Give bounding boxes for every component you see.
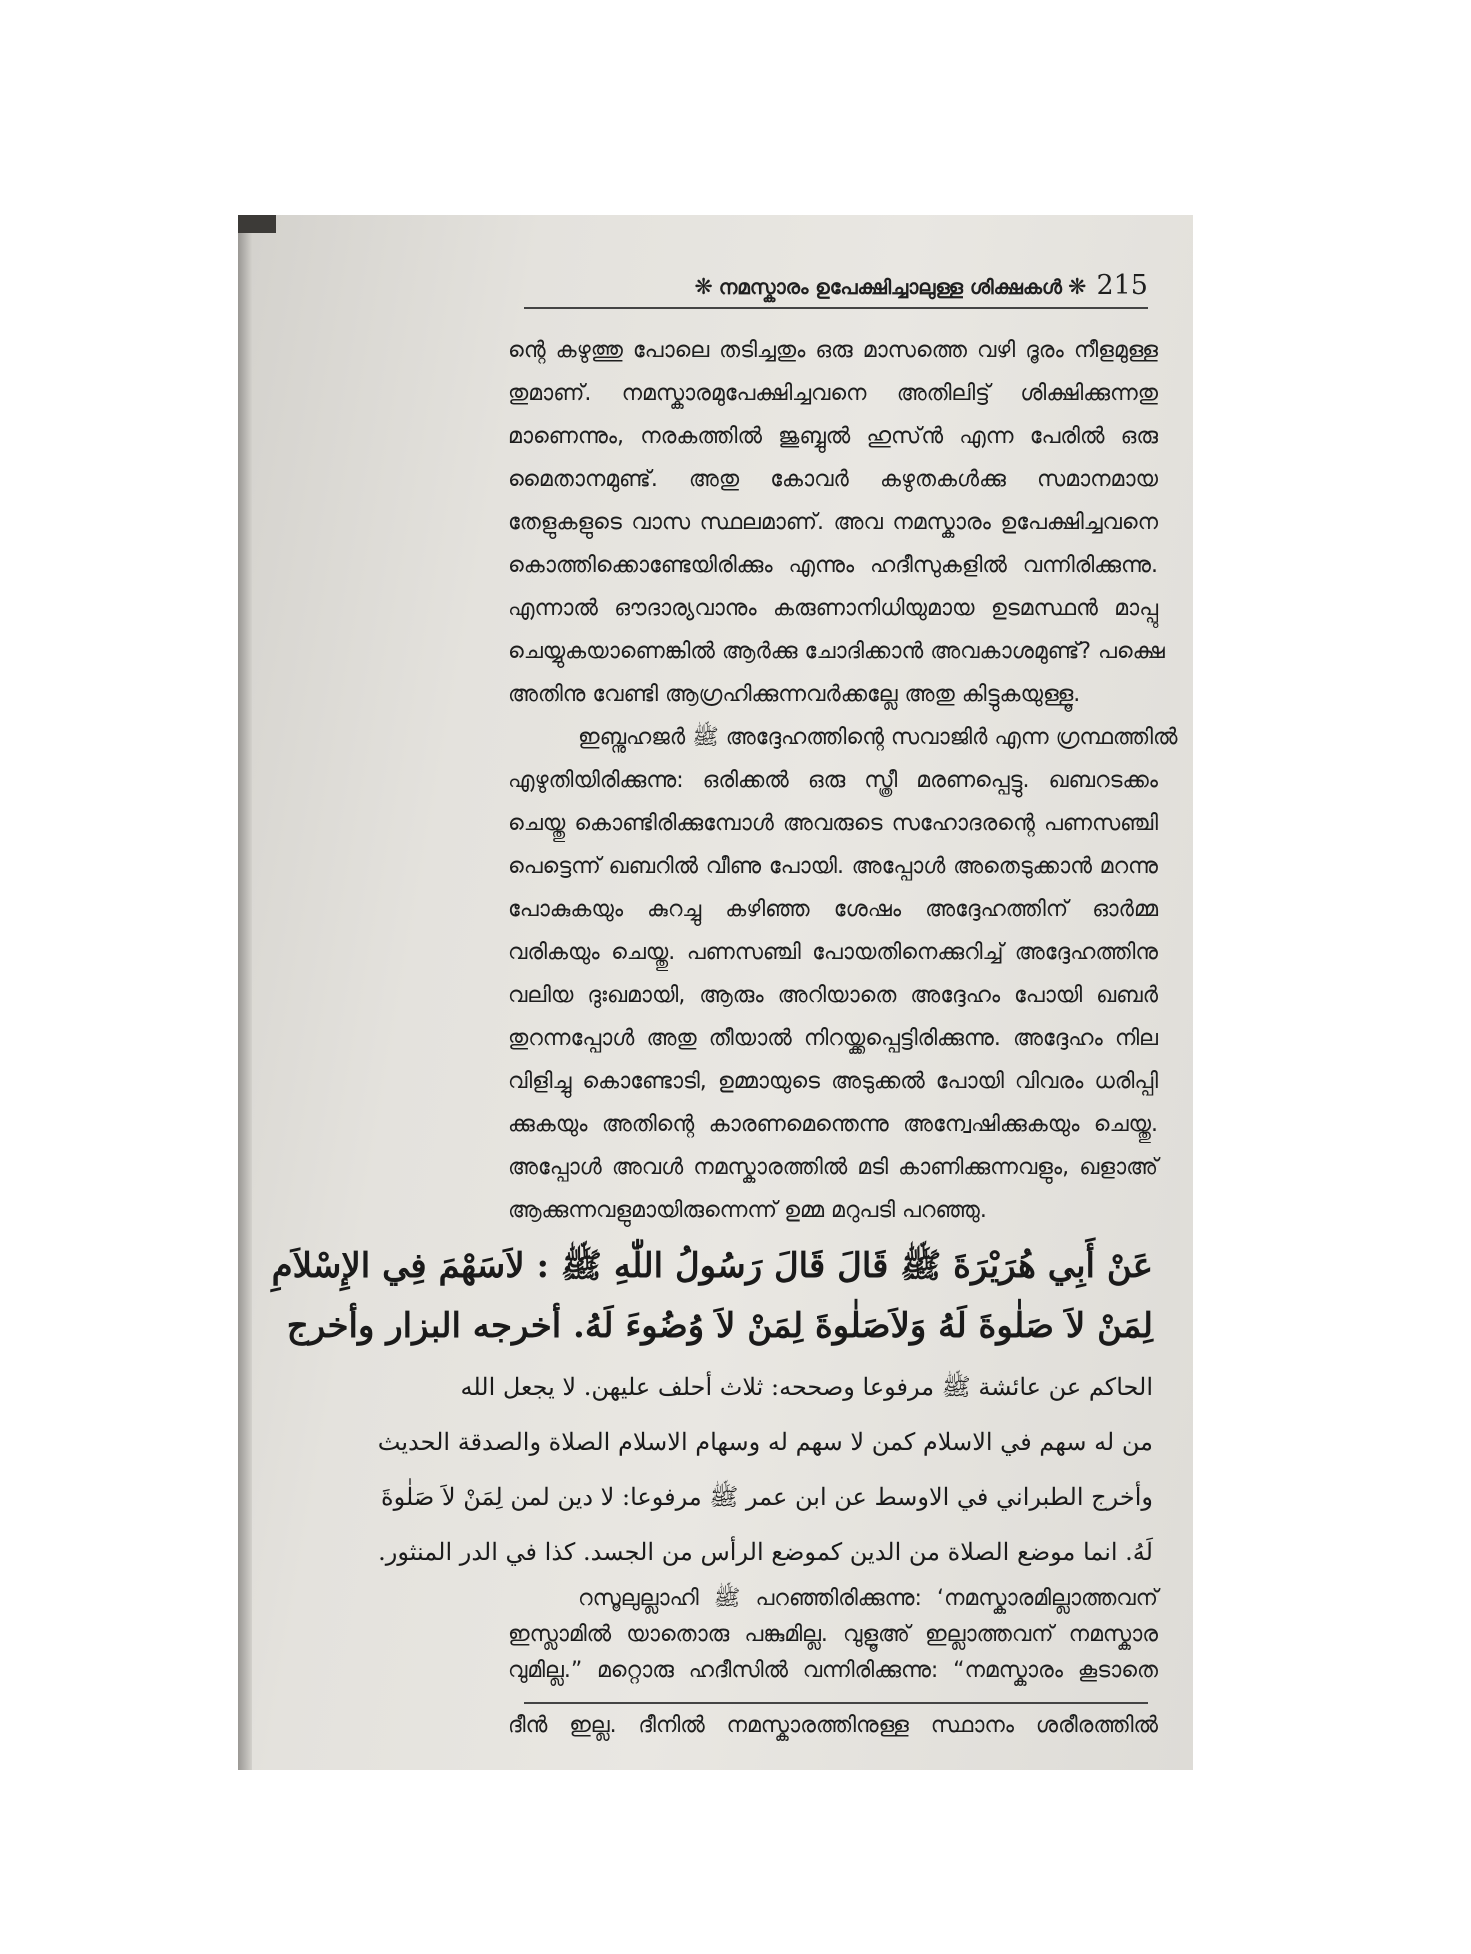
arabic-line: لِمَنْ لاَ صَلٰوةَ لَهُ وَلاَصَلٰوةَ لِمَنْ لاَ وُضُوءَ لَهُ. أخرجه البزار وأخرج <box>286 1306 1153 1346</box>
ornament-icon: ❋ <box>694 275 713 300</box>
ornament-icon: ❋ <box>1068 275 1087 300</box>
page-number: 215 <box>1096 270 1148 301</box>
text-line: ഇബ്നുഹജർ ﷺ അദ്ദേഹത്തിന്റെ സവാജിർ എന്ന ഗ്രന്ഥത്തിൽ <box>578 725 1178 750</box>
text-line: വുമില്ല.” മറ്റൊരു ഹദീസിൽ വന്നിരിക്കുന്നു: “നമസ്കാരം കൂടാതെ <box>508 1658 1158 1683</box>
text-line: ദീൻ ഇല്ല. ദീനിൽ നമസ്കാരത്തിനുള്ള സ്ഥാനം ശരീരത്തിൽ <box>508 1713 1158 1738</box>
text-line: പെട്ടെന്ന് ഖബറിൽ വീണു പോയി. അപ്പോൾ അതെടുക്കാൻ മറന്നു <box>508 854 1158 879</box>
text-line: വിളിച്ചു കൊണ്ടോടി, ഉമ്മായുടെ അടുക്കൽ പോയി വിവരം ധരിപ്പി <box>508 1069 1158 1094</box>
text-line: തുറന്നപ്പോൾ അതു തീയാൽ നിറയ്ക്കപ്പെട്ടിരിക്കുന്നു. അദ്ദേഹം നില <box>508 1026 1158 1051</box>
text-line: എഴുതിയിരിക്കുന്നു: ഒരിക്കൽ ഒരു സ്ത്രീ മരണപ്പെട്ടു. ഖബറടക്കം <box>508 768 1158 793</box>
text-line: റസൂലുല്ലാഹി ﷺ പറഞ്ഞിരിക്കുന്നു: ‘നമസ്കാരമില്ലാത്തവന് <box>578 1586 1158 1611</box>
text-line: തുമാണ്. നമസ്കാരമുപേക്ഷിച്ചവനെ അതിലിട്ട് ശിക്ഷിക്കുന്നതു <box>508 381 1158 406</box>
arabic-line: من له سهم في الاسلام كمن لا سهم له وسهام الاسلام الصلاة والصدقة الحديث <box>377 1428 1153 1456</box>
text-line: പോകുകയും കുറച്ചു കഴിഞ്ഞ ശേഷം അദ്ദേഹത്തിന് ഓർമ്മ <box>508 897 1158 922</box>
text-line: ഇസ്ലാമിൽ യാതൊരു പങ്കുമില്ല. വുളൂഅ് ഇല്ലാത്തവന് നമസ്കാര <box>508 1622 1158 1647</box>
text-line: ചെയ്യുകയാണെങ്കിൽ ആർക്കു ചോദിക്കാൻ അവകാശമുണ്ട്? പക്ഷെ <box>508 639 1165 664</box>
text-line: ക്കുകയും അതിന്റെ കാരണമെന്തെന്നു അന്വേഷിക്കുകയും ചെയ്തു. <box>508 1112 1158 1137</box>
text-line: മൈതാനമുണ്ട്. അതു കോവർ കഴുതകൾക്കു സമാനമായ <box>508 467 1158 492</box>
footer-rule <box>524 1702 1148 1704</box>
arabic-line: وأخرج الطبراني في الاوسط عن ابن عمر ﷺ مرفوعا: لا دين لمن لِمَنْ لاَ صَلٰوةَ <box>381 1483 1153 1511</box>
arabic-line: لَهُ. انما موضع الصلاة من الدين كموضع الرأس من الجسد. كذا في الدر المنثور. <box>378 1538 1153 1566</box>
text-line: തേളുകളുടെ വാസ സ്ഥലമാണ്. അവ നമസ്കാരം ഉപേക്ഷിച്ചവനെ <box>508 510 1158 535</box>
text-line: ന്റെ കഴുത്തു പോലെ തടിച്ചതും ഒരു മാസത്തെ വഴി ദൂരം നീളമുള്ള <box>508 338 1158 363</box>
text-line: വരികയും ചെയ്തു. പണസഞ്ചി പോയതിനെക്കുറിച്ച് അദ്ദേഹത്തിനു <box>508 940 1158 965</box>
text-line: അപ്പോൾ അവൾ നമസ്കാരത്തിൽ മടി കാണിക്കുന്നവളും, ഖളാഅ് <box>508 1155 1158 1180</box>
text-line: കൊത്തിക്കൊണ്ടേയിരിക്കും എന്നും ഹദീസുകളിൽ വന്നിരിക്കുന്നു. <box>508 553 1158 578</box>
text-line: മാണെന്നും, നരകത്തിൽ ജുബ്ബുൽ ഹുസ്ൻ എന്ന പേരിൽ ഒരു <box>508 424 1158 449</box>
arabic-line: عَنْ أَبِي هُرَيْرَةَ ﷺ قَالَ قَالَ رَسُولُ اللّٰهِ ﷺ : لاَسَهْمَ فِي الإِسْلاَمِ <box>271 1246 1153 1286</box>
text-line: വലിയ ദുഃഖമായി, ആരും അറിയാതെ അദ്ദേഹം പോയി ഖബർ <box>508 983 1158 1008</box>
text-line: ചെയ്തു കൊണ്ടിരിക്കുമ്പോൾ അവരുടെ സഹോദരന്റെ പണസഞ്ചി <box>508 811 1158 836</box>
header-rule <box>524 307 1148 309</box>
running-header <box>524 270 1148 304</box>
arabic-line: الحاكم عن عائشة ﷺ مرفوعا وصححه: ثلاث أحلف عليهن. لا يجعل الله <box>460 1373 1153 1401</box>
text-line: എന്നാൽ ഔദാര്യവാനും കരുണാനിധിയുമായ ഉടമസ്ഥൻ മാപ്പു <box>508 596 1158 621</box>
chapter-title: നമസ്കാരം ഉപേക്ഷിച്ചാലുള്ള ശിക്ഷകൾ <box>718 275 1063 299</box>
page-shadow <box>238 215 276 233</box>
page-photo <box>238 215 1193 1770</box>
text-line: അതിനു വേണ്ടി ആഗ്രഹിക്കുന്നവർക്കല്ലേ അതു കിട്ടുകയുള്ളൂ. <box>508 682 1081 707</box>
text-line: ആക്കുന്നവളുമായിരുന്നെന്ന് ഉമ്മ മറുപടി പറഞ്ഞു. <box>508 1198 987 1223</box>
page-gutter <box>238 233 252 1770</box>
